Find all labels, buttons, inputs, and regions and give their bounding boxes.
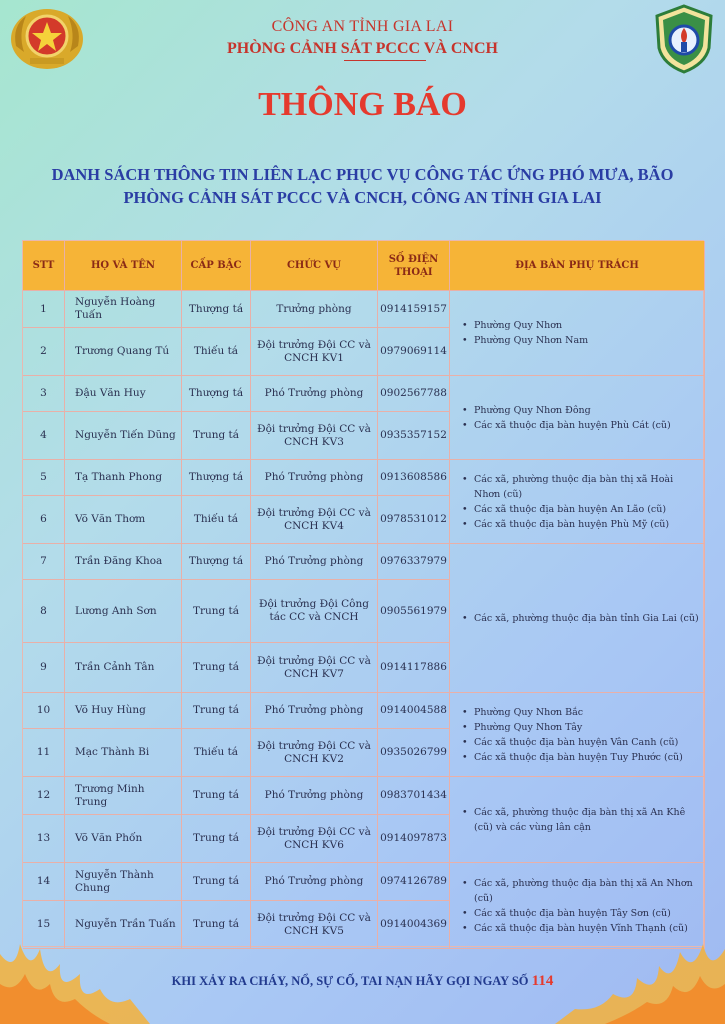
table-cell-rank: Thượng tá [182, 460, 251, 496]
table-cell-name: Võ Văn Thơm [65, 496, 182, 544]
table-cell-rank: Trung tá [182, 777, 251, 815]
table-cell-name: Trần Đăng Khoa [65, 544, 182, 580]
table-cell-name: Võ Huy Hùng [65, 693, 182, 729]
table-cell-name: Nguyễn Trần Tuấn [65, 901, 182, 949]
table-cell-stt: 10 [23, 693, 65, 729]
area-cell [450, 460, 705, 544]
table-cell-name: Trần Cảnh Tân [65, 643, 182, 693]
table-cell-phone: 0902567788 [378, 376, 450, 412]
table-cell-phone: 0914004588 [378, 693, 450, 729]
table-cell-position: Đội trưởng Đội CC và CNCH KV4 [251, 496, 378, 544]
table-cell-phone: 0905561979 [378, 580, 450, 643]
table-cell-rank: Trung tá [182, 580, 251, 643]
area-item: • Các xã thuộc địa bàn huyện Vĩnh Thạnh (cũ) [462, 921, 701, 936]
table-cell-position: Phó Trưởng phòng [251, 777, 378, 815]
contact-table [22, 240, 704, 947]
table-cell-phone: 0976337979 [378, 544, 450, 580]
table-cell-position: Trưởng phòng [251, 291, 378, 328]
area-item: • Các xã thuộc địa bàn huyện Tuy Phước (cũ) [462, 750, 683, 765]
area-cell [450, 376, 705, 460]
table-cell-rank: Trung tá [182, 412, 251, 460]
table-cell-name: Trương Minh Trung [65, 777, 182, 815]
area-list [462, 472, 701, 532]
table-cell-position: Phó Trưởng phòng [251, 460, 378, 496]
table-cell-stt: 13 [23, 815, 65, 863]
org-line-2: PHÒNG CẢNH SÁT PCCC VÀ CNCH [227, 40, 498, 57]
notice-subtitle [0, 163, 725, 209]
table-cell-position: Đội trưởng Đội CC và CNCH KV7 [251, 643, 378, 693]
area-item: • Phường Quy Nhơn Nam [462, 333, 588, 348]
table-cell-rank: Trung tá [182, 693, 251, 729]
area-cell [450, 291, 705, 376]
table-cell-phone: 0983701434 [378, 777, 450, 815]
table-cell-rank: Thiếu tá [182, 328, 251, 376]
area-item: • Các xã thuộc địa bàn huyện An Lão (cũ) [462, 502, 701, 517]
table-cell-position: Phó Trưởng phòng [251, 376, 378, 412]
table-cell-position: Đội trưởng Đội Công tác CC và CNCH [251, 580, 378, 643]
table-cell-name: Lương Anh Sơn [65, 580, 182, 643]
header-underline [344, 60, 426, 61]
area-list [462, 318, 588, 348]
area-item: • Phường Quy Nhơn Đông [462, 403, 671, 418]
header-cell-0: STT [23, 241, 65, 291]
table-cell-name: Trương Quang Tú [65, 328, 182, 376]
table-cell-rank: Thượng tá [182, 544, 251, 580]
table-cell-position: Đội trưởng Đội CC và CNCH KV6 [251, 815, 378, 863]
table-cell-rank: Trung tá [182, 901, 251, 949]
org-line-1: CÔNG AN TỈNH GIA LAI [271, 18, 454, 35]
table-cell-position: Đội trưởng Đội CC và CNCH KV1 [251, 328, 378, 376]
table-cell-phone: 0935357152 [378, 412, 450, 460]
area-item: • Các xã thuộc địa bàn huyện Phù Mỹ (cũ) [462, 517, 701, 532]
table-cell-position: Phó Trưởng phòng [251, 544, 378, 580]
table-cell-rank: Trung tá [182, 815, 251, 863]
table-cell-phone: 0974126789 [378, 863, 450, 901]
subtitle-line-2: PHÒNG CẢNH SÁT PCCC VÀ CNCH, CÔNG AN TỈNH GIA LAI [123, 188, 602, 207]
area-cell [450, 693, 705, 777]
footer-text: KHI XẢY RA CHÁY, NỔ, SỰ CỐ, TAI NẠN HÃY GỌI NGAY SỐ [171, 974, 529, 988]
notice-title: THÔNG BÁO [258, 86, 467, 123]
table-cell-name: Tạ Thanh Phong [65, 460, 182, 496]
table-cell-stt: 4 [23, 412, 65, 460]
fire-rescue-emblem-icon [653, 4, 715, 74]
header-cell-2: CẤP BẬC [182, 241, 251, 291]
table-cell-name: Võ Văn Phốn [65, 815, 182, 863]
area-item: • Các xã, phường thuộc địa bàn thị xã Hoài Nhơn (cũ) [462, 472, 701, 502]
table-cell-stt: 3 [23, 376, 65, 412]
area-item: • Các xã, phường thuộc địa bàn thị xã An Nhơn (cũ) [462, 876, 701, 906]
table-cell-stt: 15 [23, 901, 65, 949]
table-cell-stt: 9 [23, 643, 65, 693]
emergency-number: 114 [531, 973, 554, 989]
table-cell-phone: 0913608586 [378, 460, 450, 496]
table-cell-position: Phó Trưởng phòng [251, 863, 378, 901]
table-cell-stt: 7 [23, 544, 65, 580]
table-cell-name: Nguyễn Thành Chung [65, 863, 182, 901]
table-cell-position: Đội trưởng Đội CC và CNCH KV5 [251, 901, 378, 949]
table-cell-phone: 0914004369 [378, 901, 450, 949]
subtitle-line-1: DANH SÁCH THÔNG TIN LIÊN LẠC PHỤC VỤ CÔNG TÁC ỨNG PHÓ MƯA, BÃO [51, 165, 674, 184]
area-item: • Các xã, phường thuộc địa bàn tỉnh Gia Lai (cũ) [462, 611, 699, 626]
header-cell-4: SỐ ĐIỆN THOẠI [378, 241, 450, 291]
area-list [462, 403, 671, 433]
table-cell-rank: Thượng tá [182, 291, 251, 328]
table-cell-name: Nguyễn Hoàng Tuấn [65, 291, 182, 328]
table-cell-phone: 0914159157 [378, 291, 450, 328]
area-item: • Các xã thuộc địa bàn huyện Vân Canh (cũ) [462, 735, 683, 750]
table-cell-stt: 8 [23, 580, 65, 643]
area-item: • Các xã thuộc địa bàn huyện Phù Cát (cũ) [462, 418, 671, 433]
area-item: • Các xã, phường thuộc địa bàn thị xã An Khê (cũ) và các vùng lân cận [462, 805, 701, 835]
area-cell [450, 544, 705, 693]
area-item: • Phường Quy Nhơn [462, 318, 588, 333]
table-cell-stt: 6 [23, 496, 65, 544]
table-cell-rank: Trung tá [182, 863, 251, 901]
table-cell-name: Đậu Văn Huy [65, 376, 182, 412]
header-cell-3: CHỨC VỤ [251, 241, 378, 291]
area-list [462, 611, 699, 626]
area-item: • Phường Quy Nhơn Bắc [462, 705, 683, 720]
table-cell-stt: 12 [23, 777, 65, 815]
header-cell-5: ĐỊA BÀN PHỤ TRÁCH [450, 241, 705, 291]
table-cell-stt: 14 [23, 863, 65, 901]
table-cell-position: Phó Trưởng phòng [251, 693, 378, 729]
table-cell-stt: 11 [23, 729, 65, 777]
table-cell-phone: 0978531012 [378, 496, 450, 544]
table-cell-rank: Thượng tá [182, 376, 251, 412]
area-item: • Phường Quy Nhơn Tây [462, 720, 683, 735]
area-cell [450, 777, 705, 863]
table-cell-name: Mạc Thành Bi [65, 729, 182, 777]
police-emblem-icon [8, 6, 86, 72]
area-item: • Các xã thuộc địa bàn huyện Tây Sơn (cũ) [462, 906, 701, 921]
flame-left-icon [0, 914, 150, 1024]
table-cell-phone: 0914117886 [378, 643, 450, 693]
area-list [462, 705, 683, 765]
table-cell-stt: 2 [23, 328, 65, 376]
table-cell-stt: 5 [23, 460, 65, 496]
header-cell-1: HỌ VÀ TÊN [65, 241, 182, 291]
area-list [462, 805, 701, 835]
table-cell-phone: 0914097873 [378, 815, 450, 863]
table-cell-rank: Thiếu tá [182, 729, 251, 777]
table-cell-position: Đội trưởng Đội CC và CNCH KV2 [251, 729, 378, 777]
flame-right-icon [555, 914, 725, 1024]
table-cell-stt: 1 [23, 291, 65, 328]
table-cell-rank: Trung tá [182, 643, 251, 693]
table-cell-phone: 0935026799 [378, 729, 450, 777]
table-cell-rank: Thiếu tá [182, 496, 251, 544]
table-cell-phone: 0979069114 [378, 328, 450, 376]
table-cell-name: Nguyễn Tiến Dũng [65, 412, 182, 460]
table-cell-position: Đội trưởng Đội CC và CNCH KV3 [251, 412, 378, 460]
